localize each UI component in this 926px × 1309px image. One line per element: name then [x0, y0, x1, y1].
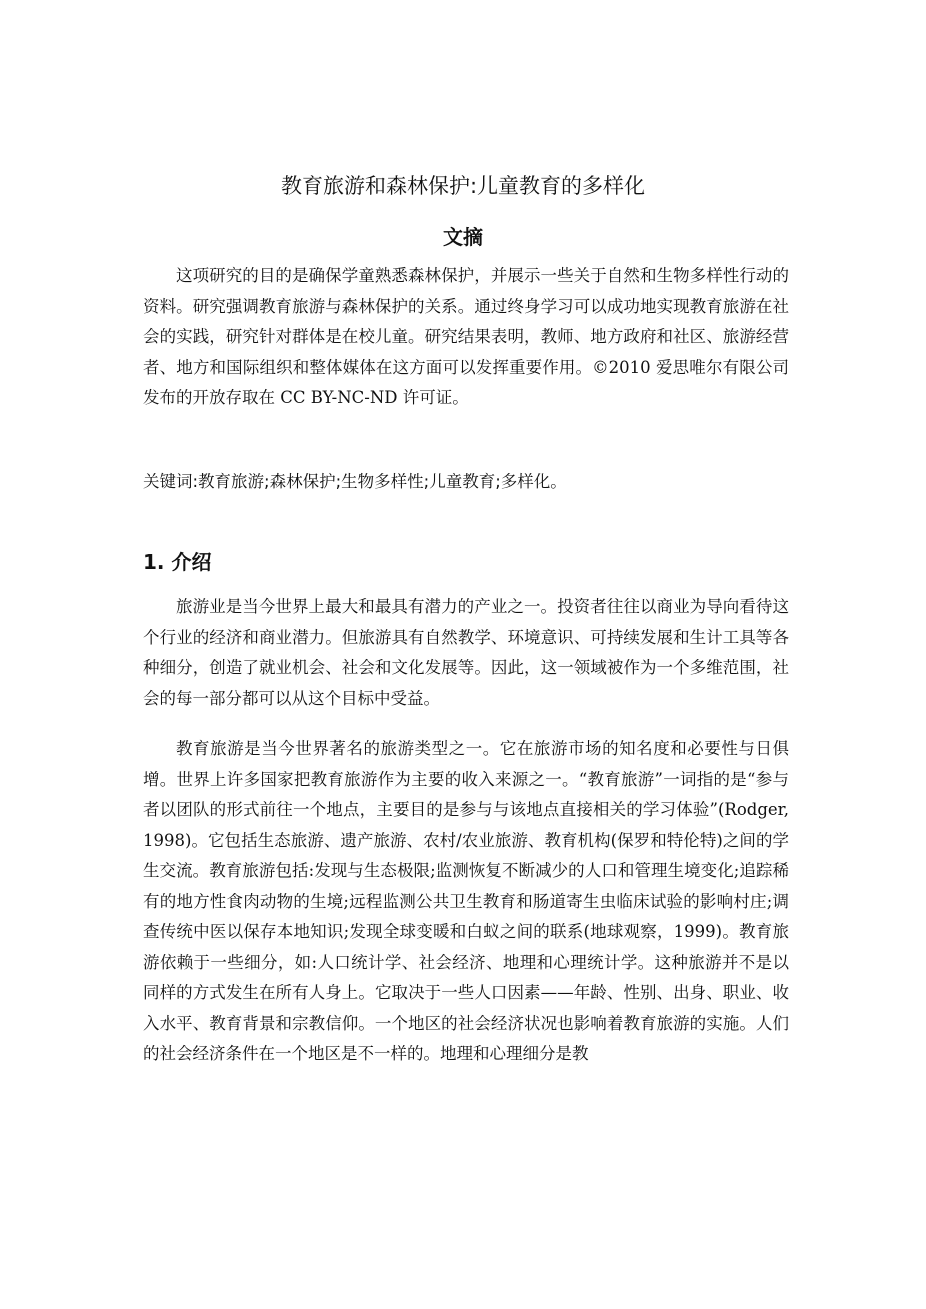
paper-title: 教育旅游和森林保护:儿童教育的多样化 — [280, 174, 646, 198]
section-heading-introduction: 1. 介绍 — [143, 550, 212, 574]
body-paragraph: 旅游业是当今世界上最大和最具有潜力的产业之一。投资者往往以商业为导向看待这个行业的经济和商业潜力。但旅游具有自然教学、环境意识、可持续发展和生计工具等各种细分，创造了就业机会、社会和文化发展等。因此，这一领域被作为一个多维范围，社会的每一部分都可以从这个目标中受益。 — [143, 597, 789, 708]
body-paragraph: 教育旅游是当今世界著名的旅游类型之一。它在旅游市场的知名度和必要性与日俱增。世界上许多国家把教育旅游作为主要的收入来源之一。“教育旅游”一词指的是“参与者以团队的形式前往一个地点，主要目的是参与与该地点直接相关的学习体验”(Rodger, 1998)。它包括生态旅游、遗产旅游、农村/农业旅游、教育机构(保罗和特伦特)之间的学生交流。教育旅游包括:发现与生态极限;监测恢复不断减少的人口和管理生境变化;追踪稀有的地方性食肉动物的生境;远程监测公共卫生教育和肠道寄生虫临床试验的影响村庄;调查传统中医以保存本地知识;发现全球变暖和白蚁之间的联系(地球观察，1999)。教育旅游依赖于一些细分，如:人口统计学、社会经济、地理和心理统计学。这种旅游并不是以同样的方式发生在所有人身上。它取决于一些人口因素——年龄、性别、出身、职业、收入水平、教育背景和宗教信仰。一个地区的社会经济状况也影响着教育旅游的实施。人们的社会经济条件在一个地区是不一样的。地理和心理细分是教 — [143, 739, 789, 1063]
abstract-heading: 文摘 — [443, 225, 483, 249]
keywords: 关键词:教育旅游;森林保护;生物多样性;儿童教育;多样化。 — [143, 472, 567, 491]
abstract-text: 这项研究的目的是确保学童熟悉森林保护，并展示一些关于自然和生物多样性行动的资料。研究强调教育旅游与森林保护的关系。通过终身学习可以成功地实现教育旅游在社会的实践，研究针对群体是在校儿童。研究结果表明，教师、地方政府和社区、旅游经营者、地方和国际组织和整体媒体在这方面可以发挥重要作用。©2010 爱思唯尔有限公司发布的开放存取在 CC BY-NC-ND 许可证。 — [143, 266, 789, 407]
